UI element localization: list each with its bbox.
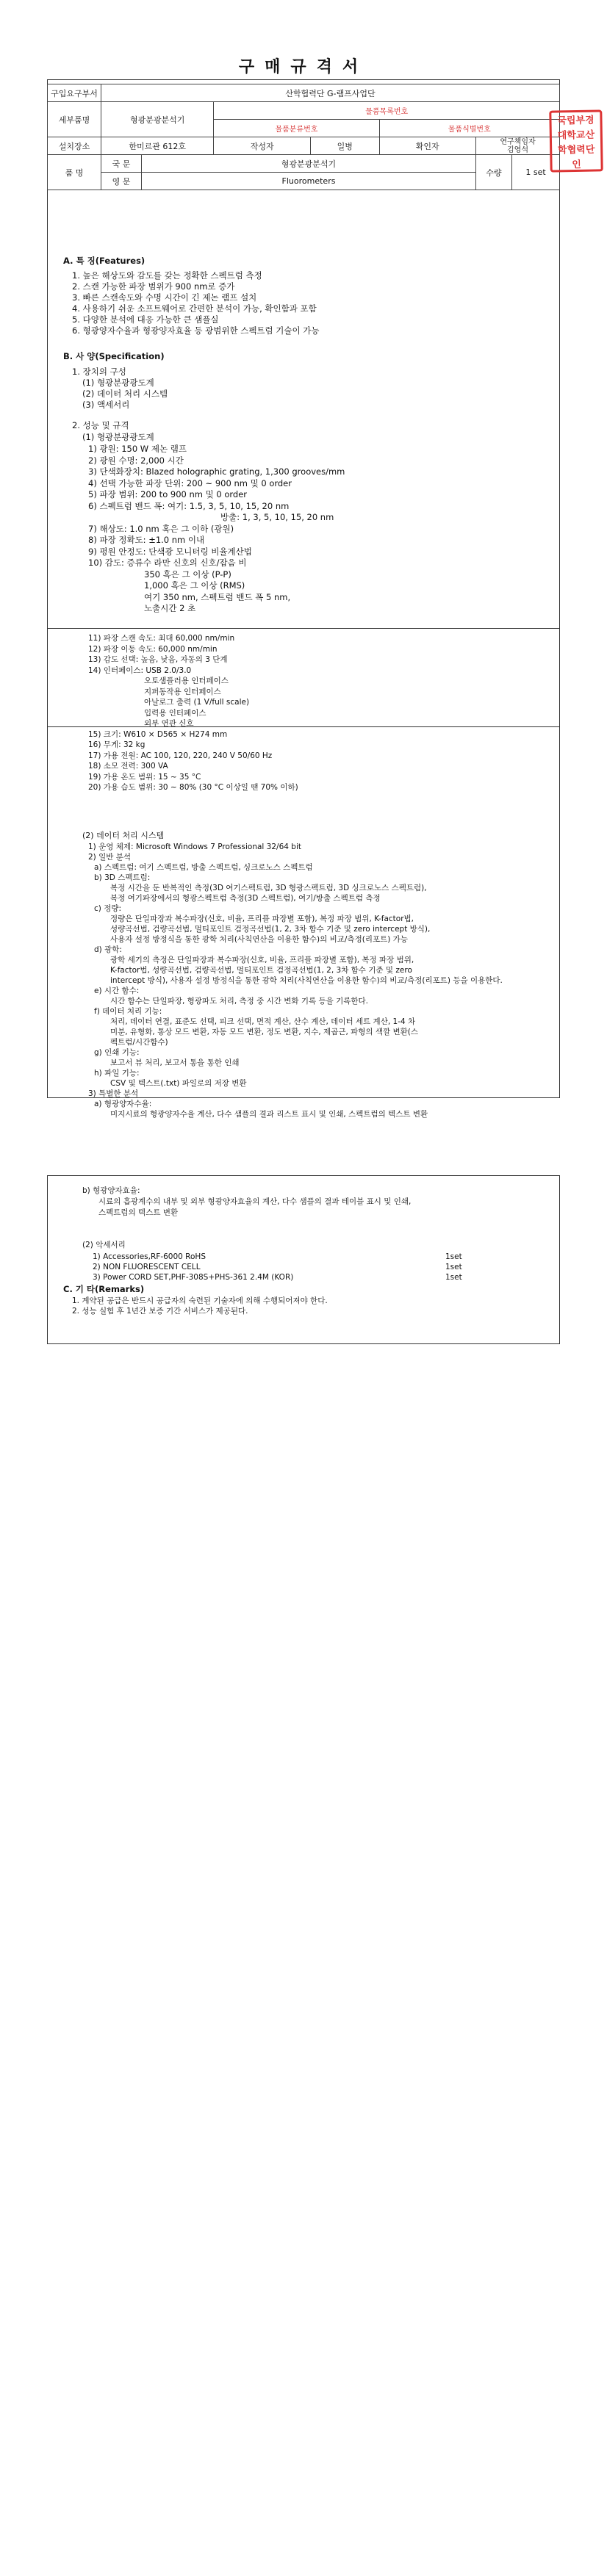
spec-line: 성량곡선법, 검량곡선법, 멀티포인트 검정곡선법(1, 2, 3차 함수 기준 및 zero intercept 방식),: [110, 925, 431, 934]
spec-sub1: 1. 장치의 구성: [72, 367, 126, 377]
spec-line: 1) 운영 체제: Microsoft Windows 7 Professional 32/64 bit: [88, 843, 301, 851]
item-label: 세부품명: [48, 102, 101, 137]
spec-line: K-factor법, 성량곡선법, 검량곡선법, 멀티포인트 검정곡선법(1, 2, 3차 함수 기준 및 zero: [110, 966, 412, 975]
official-seal: 국립부경 대학교산 학협력단 인: [549, 109, 603, 172]
class-no-label: 물품분류번호: [214, 120, 379, 137]
spec-line: 1,000 혹은 그 이상 (RMS): [144, 580, 245, 591]
qty-label: 수량: [476, 155, 512, 190]
doc-title: 구매규격서: [238, 58, 369, 76]
qty-value: 1 set: [512, 155, 560, 190]
feature-item: 2. 스캔 가능한 파장 범위가 900 nm로 증가: [72, 281, 235, 292]
spec-line: 350 혹은 그 이상 (P-P): [144, 569, 231, 580]
spec-line: 입력용 인터페이스: [144, 708, 206, 718]
feature-item: 4. 사용하기 쉬운 소프트웨어로 간편한 분석이 가능, 확인함과 포함: [72, 303, 317, 314]
english-value: Fluorometers: [142, 173, 476, 190]
spec-line: e) 시간 함수:: [94, 986, 140, 995]
spec-line: 펙트럼/시간함수): [110, 1038, 168, 1047]
spec-line: 18) 소모 전력: 300 VA: [88, 762, 168, 771]
spec-line: 9) 평원 안정도: 단색광 모니터링 비율계산법: [88, 546, 252, 557]
spec-line: a) 형광양자수율:: [94, 1100, 152, 1108]
header-table: [47, 84, 560, 190]
spec-line: 시료의 흡광계수의 내부 및 외부 형광양자효율의 계산, 다수 샘플의 결과 테이블 표시 및 인쇄,: [98, 1197, 412, 1206]
dept-label: 구입요구부서: [48, 84, 101, 102]
spec-line: 외부 연관 신호: [144, 719, 194, 728]
korean-label: 국 문: [101, 155, 142, 173]
spec-line: 여기 350 nm, 스펙트럼 밴드 폭 5 nm,: [144, 591, 291, 602]
spec-line: 스펙트럼의 텍스트 변환: [98, 1208, 179, 1217]
english-label: 영 문: [101, 173, 142, 190]
spec-line: 방출: 1, 3, 5, 10, 15, 20 nm: [220, 512, 334, 522]
spec-line: 사용자 설정 방정식을 통한 광학 처리(사칙연산을 이용한 함수)의 비교/측정(리포트) 가능: [110, 935, 408, 944]
spec-line: 오토샘플러용 인터페이스: [144, 677, 229, 685]
spec-line: 16) 무게: 32 kg: [88, 740, 146, 749]
location-value: 한미르관 612호: [101, 137, 214, 155]
component-item: (3) 액세서리: [82, 400, 130, 410]
spec-line: 복정 여기파장에서의 형광스펙트럼 측정(3D 스펙트럼), 여기/방출 스펙트럼 측정: [110, 894, 381, 903]
korean-value: 형광분광분석기: [142, 155, 476, 173]
item-value: 형광분광분석기: [101, 102, 214, 137]
spec-line: 미지시료의 형광양자수율 계산, 다수 샘플의 결과 리스트 표시 및 인쇄, 스펙트럼의 텍스트 변환: [110, 1110, 428, 1119]
goods-id-label: 물품목록번호: [214, 102, 560, 120]
spec-line: 노출시간 2 초: [144, 603, 196, 613]
remark-item: 2. 성능 실험 후 1년간 보증 기간 서비스가 제공된다.: [72, 1307, 248, 1316]
spec-line: 2) 일반 분석: [88, 853, 132, 862]
spec-line: 미분, 유형화, 통상 모드 변환, 자동 모드 변환, 정도 변환, 지수, 제곱근, 파형의 색깔 변환(스: [110, 1028, 419, 1036]
spec-line: c) 정량:: [94, 904, 122, 913]
spec-line: b) 3D 스펙트럼:: [94, 873, 151, 882]
spec-sub2a: (1) 형광분광광도계: [82, 432, 154, 442]
accessory-qty: 1set: [445, 1273, 462, 1282]
spec-line: 3) 단색화장치: Blazed holographic grating, 1,300 grooves/mm: [88, 466, 345, 477]
spec-line: CSV 및 텍스트(.txt) 파일로의 저장 변환: [110, 1079, 247, 1088]
remark-item: 1. 계약된 공급은 반드시 공급자의 숙련된 기술자에 의해 수행되어져야 한다.: [72, 1296, 328, 1305]
component-item: (1) 형광분광광도계: [82, 378, 154, 388]
feature-item: 6. 형광양자수율과 형광양자효율 등 광범위한 스펙트럼 기술이 가능: [72, 325, 320, 336]
feature-item: 1. 높은 해상도와 감도를 갖는 정확한 스펙트럼 측정: [72, 270, 262, 281]
spec-line: f) 데이터 처리 기능:: [94, 1007, 162, 1016]
spec-line: 6) 스펙트럼 밴드 폭: 여기: 1.5, 3, 5, 10, 15, 20 nm: [88, 500, 290, 511]
spec-line: h) 파일 기능:: [94, 1069, 140, 1078]
spec-line: 19) 가용 온도 범위: 15 ~ 35 °C: [88, 772, 201, 782]
spec-line: a) 스펙트럼: 여기 스펙트럼, 방출 스펙트럼, 싱크로노스 스펙트럼: [94, 863, 313, 872]
spec-line: 정량은 단일파장과 복수파장(신호, 비율, 프리플 파장별 포함), 복정 파장 범위, K-factor법,: [110, 914, 414, 923]
spec-line: 1) 광원: 150 W 제논 램프: [88, 444, 187, 454]
spec-sub2: 2. 성능 및 규격: [72, 420, 129, 430]
spec-sub2b: (2) 데이터 처리 시스템: [82, 831, 165, 840]
spec-line: 10) 감도: 증류수 라만 신호의 신호/잡음 비: [88, 558, 247, 568]
spec-line: 광학 세기의 측정은 단일파장과 복수파장(신호, 비율, 프리플 파장별 포함), 복정 파장 범위,: [110, 956, 414, 964]
spec-line: 13) 감도 선택: 높음, 낮음, 자동의 3 단계: [88, 655, 228, 664]
accessory-name: 3) Power CORD SET,PHF-308S+PHS-361 2.4M (KOR): [93, 1273, 294, 1282]
spec-line: intercept 방식), 사용자 설정 방정식을 통한 광학 처리(사칙연산을 이용한 함수)의 비교/측정(리포트) 등을 이용한다.: [110, 976, 503, 985]
spec-line: 5) 파장 범위: 200 to 900 nm 및 0 order: [88, 489, 248, 499]
accessories-heading: (2) 악세서리: [82, 1241, 126, 1249]
name-label: 품 명: [48, 155, 101, 190]
spec-line: 시간 함수는 단일파장, 형광파도 처리, 측정 중 시간 변화 기록 등을 기록한다.: [110, 997, 369, 1006]
component-item: (2) 데이터 처리 시스템: [82, 389, 168, 399]
spec-line: 2) 광원 수명: 2,000 시간: [88, 455, 184, 466]
author-value: 일병: [310, 137, 379, 155]
feature-item: 3. 빠른 스캔속도와 수명 시간이 긴 제논 램프 설치: [72, 292, 257, 303]
spec-line: 보고서 뷰 처리, 보고서 통을 통한 인쇄: [110, 1058, 240, 1067]
accessory-name: 1) Accessories,RF-6000 RoHS: [93, 1252, 206, 1261]
spec-line: 20) 가용 습도 범위: 30 ~ 80% (30 °C 이상일 땐 70% 이하): [88, 783, 298, 792]
confirmer-label: 확인자: [379, 137, 476, 155]
spec-line: 17) 가용 전원: AC 100, 120, 220, 240 V 50/60 Hz: [88, 751, 273, 760]
spec-line: 처리, 데이터 연결, 표준도 선택, 피크 선택, 면적 계산, 산수 계산, 데이터 세트 계산, 1-4 차: [110, 1017, 416, 1026]
remarks-heading: C. 기 타(Remarks): [63, 1284, 145, 1294]
spec-line: b) 형광양자효율:: [82, 1186, 140, 1195]
accessory-name: 2) NON FLUORESCENT CELL: [93, 1263, 201, 1271]
spec-line: 7) 해상도: 1.0 nm 혹은 그 이하 (광원): [88, 523, 234, 534]
spec-line: 3) 특별한 분석: [88, 1089, 139, 1098]
spec-line: 8) 파장 정확도: ±1.0 nm 이내: [88, 535, 205, 545]
spec-line: 복정 시간을 둔 반복적인 측정(3D 여기스펙트럼, 3D 형광스펙트럼, 3D 싱크로노스 스펙트럼),: [110, 884, 427, 892]
spec-heading: B. 사 양(Specification): [63, 351, 165, 361]
spec-line: 11) 파장 스캔 속도: 최대 60,000 nm/min: [88, 634, 235, 643]
spec-line: 12) 파장 이동 속도: 60,000 nm/min: [88, 644, 218, 654]
accessory-qty: 1set: [445, 1252, 462, 1261]
location-label: 설치장소: [48, 137, 101, 155]
spec-line: g) 인쇄 기능:: [94, 1048, 140, 1057]
spec-line: 아날로그 출력 (1 V/full scale): [144, 698, 250, 707]
spec-line: d) 광학:: [94, 945, 122, 954]
spec-line: 14) 인터페이스: USB 2.0/3.0: [88, 665, 192, 675]
dept-value: 산학협력단 G-램프사업단: [101, 84, 560, 102]
spec-line: 15) 크기: W610 × D565 × H274 mm: [88, 729, 228, 739]
author-label: 작성자: [214, 137, 310, 155]
spec-line: 4) 선택 가능한 파장 단위: 200 ~ 900 nm 및 0 order: [88, 477, 292, 488]
id-no-label: 물품식별번호: [379, 120, 560, 137]
feature-item: 5. 다양한 분석에 대응 가능한 큰 샘플실: [72, 314, 219, 325]
features-heading: A. 특 징(Features): [63, 256, 146, 266]
confirmer-value: 연구책임자 김영석: [476, 137, 560, 155]
spec-line: 지퍼동작용 인터페이스: [144, 687, 221, 696]
accessory-qty: 1set: [445, 1263, 462, 1271]
